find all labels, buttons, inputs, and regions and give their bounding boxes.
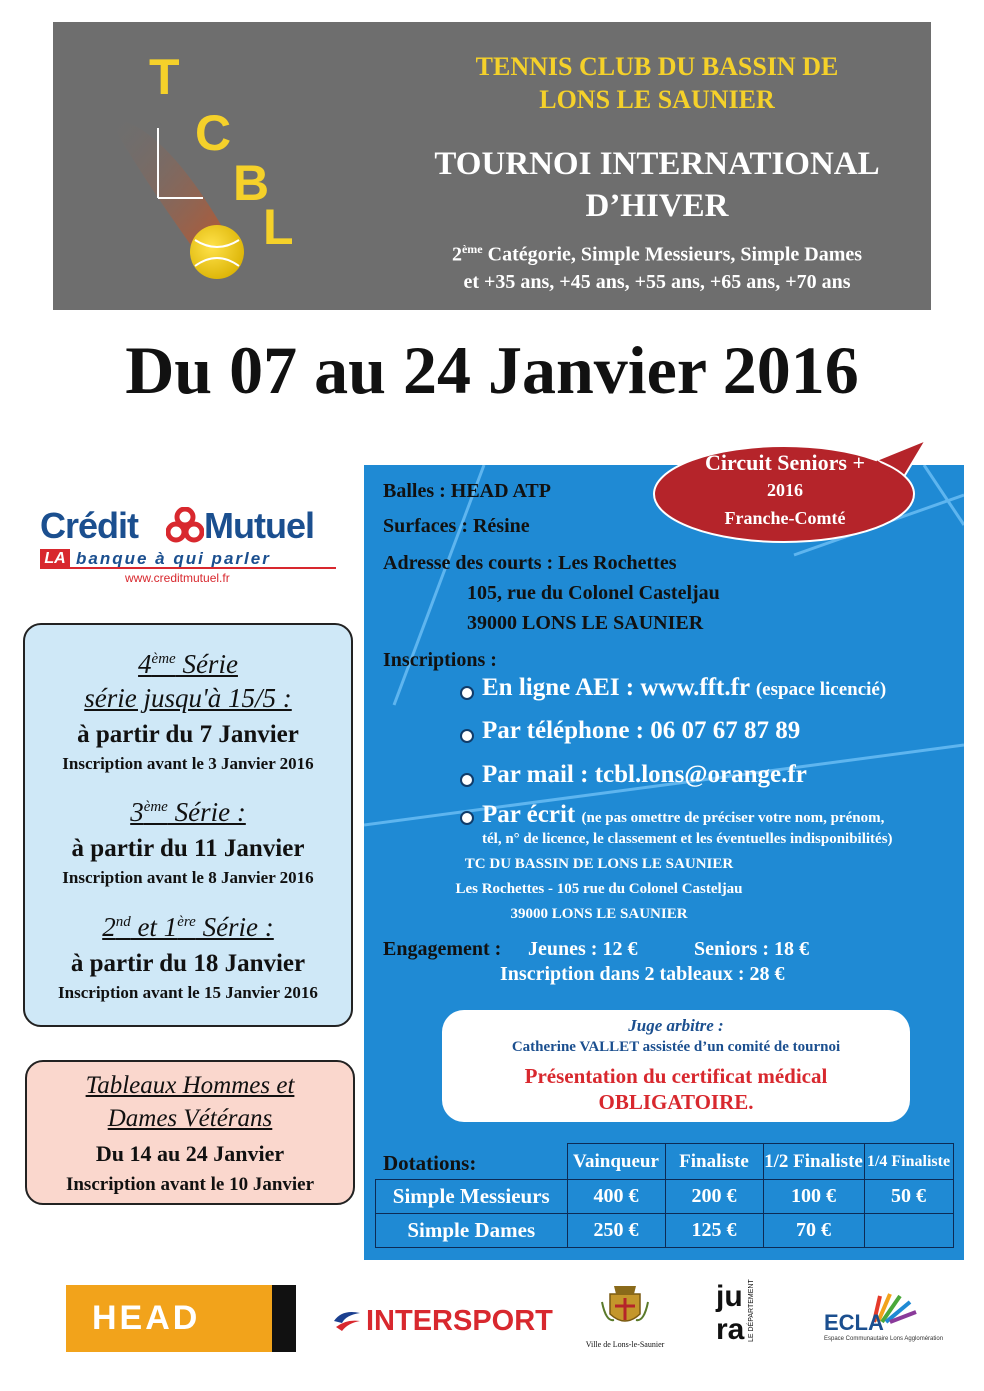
dot-cell: 250 €	[567, 1214, 665, 1248]
dot-row-name: Simple Dames	[376, 1214, 568, 1248]
ville-text: Ville de Lons-le-Saunier	[585, 1340, 665, 1349]
juge-name: Catherine VALLET assistée d’un comité de tournoi	[511, 1039, 841, 1055]
adresse-line2: 105, rue du Colonel Casteljau	[467, 582, 720, 604]
logo-letter-l: L	[263, 199, 294, 255]
ecla-text: ECLA	[824, 1310, 884, 1335]
table-row	[376, 1214, 954, 1248]
balles-row: Balles : HEAD ATP	[383, 480, 551, 502]
inscription-ecrit: Par écrit (ne pas omettre de préciser votre nom, prénom,	[482, 801, 885, 828]
juge-title: Juge arbitre :	[628, 1016, 724, 1035]
jura-subtext: LE DÉPARTEMENT	[748, 1279, 755, 1342]
intersport-text: INTERSPORT	[366, 1305, 553, 1337]
dot-cell: 100 €	[763, 1180, 864, 1214]
head-logo-text: HEAD	[92, 1299, 201, 1337]
bullet-icon	[460, 773, 474, 787]
veterans-box	[25, 1060, 355, 1205]
s3-title: 3ème Série :	[130, 797, 246, 827]
s2-start: à partir du 18 Janvier	[70, 950, 306, 977]
category-line1: 2ème Catégorie, Simple Messieurs, Simple Dames	[451, 242, 863, 266]
dot-cell	[864, 1214, 953, 1248]
engagement-jeunes: Jeunes : 12 €	[528, 938, 638, 960]
vet-dates: Du 14 au 24 Janvier	[95, 1141, 285, 1166]
credit-mutuel-name-right: Mutuel	[204, 505, 314, 546]
s2-title: 2nd et 1ère Série :	[102, 912, 274, 942]
s4-start: à partir du 7 Janvier	[77, 721, 299, 748]
inscription-ecrit-note2: tél, n° de licence, le classement et les éventuelles indisponibilités)	[482, 831, 893, 847]
dot-cell: 125 €	[665, 1214, 763, 1248]
inscription-online: En ligne AEI : www.fft.fr (espace licencié)	[482, 674, 887, 701]
surfaces-row: Surfaces : Résine	[383, 515, 530, 537]
dot-header-vainqueur: Vainqueur	[567, 1144, 665, 1180]
header-banner	[53, 22, 931, 310]
dot-header-finaliste: Finaliste	[665, 1144, 763, 1180]
certificate-line2: OBLIGATOIRE.	[598, 1090, 754, 1114]
logo-letter-c: C	[195, 105, 232, 161]
dot-row-name: Simple Messieurs	[376, 1180, 568, 1214]
dot-cell: 70 €	[763, 1214, 864, 1248]
vet-title-line1: Tableaux Hommes et	[85, 1072, 295, 1099]
bubble-line2: 2016	[767, 480, 803, 500]
s4-deadline: Inscription avant le 3 Janvier 2016	[62, 754, 314, 773]
engagement-seniors: Seniors : 18 €	[694, 938, 809, 960]
club-name-line1: TENNIS CLUB DU BASSIN DE	[475, 52, 839, 81]
head-logo	[66, 1285, 296, 1352]
tournament-dates-title: Du 07 au 24 Janvier 2016	[125, 332, 859, 408]
dot-header-half: 1/2 Finaliste	[763, 1144, 864, 1180]
ville-logo	[580, 1282, 670, 1354]
bubble-line3: Franche-Comté	[724, 508, 846, 528]
bullet-icon	[460, 729, 474, 743]
postal-line2: Les Rochettes - 105 rue du Colonel Casteljau	[455, 881, 743, 897]
credit-mutuel-logo	[40, 505, 340, 590]
credit-mutuel-name-left: Crédit	[40, 505, 139, 546]
bullet-icon	[460, 686, 474, 700]
dot-header-quarter: 1/4 Finaliste	[864, 1144, 953, 1180]
table-row	[376, 1180, 954, 1214]
vet-deadline: Inscription avant le 10 Janvier	[65, 1174, 315, 1195]
adresse-row: Adresse des courts : Les Rochettes	[383, 552, 677, 574]
tennis-ball-icon	[190, 225, 244, 279]
engagement-two-tables: Inscription dans 2 tableaux : 28 €	[500, 963, 785, 985]
s4-subtitle: série jusqu'à 15/5 :	[84, 683, 292, 713]
s3-deadline: Inscription avant le 8 Janvier 2016	[62, 868, 314, 887]
postal-line1: TC DU BASSIN DE LONS LE SAUNIER	[464, 856, 734, 872]
tournament-title-line1: TOURNOI INTERNATIONAL	[434, 146, 880, 182]
engagement-label: Engagement :	[383, 938, 502, 960]
jura-logo	[716, 1280, 772, 1352]
category-line2: et +35 ans, +45 ans, +55 ans, +65 ans, +70 ans	[463, 271, 851, 293]
vet-title-line2: Dames Vétérans	[107, 1105, 273, 1132]
juge-arbitre-box	[442, 1010, 910, 1122]
dotations-label: Dotations:	[383, 1151, 477, 1175]
dot-cell: 400 €	[567, 1180, 665, 1214]
s3-start: à partir du 11 Janvier	[71, 835, 305, 862]
tournament-title-line2: D’HIVER	[585, 188, 729, 224]
certificate-line1: Présentation du certificat médical	[524, 1064, 828, 1088]
credit-mutuel-tagline: banque à qui parler	[76, 549, 271, 568]
dot-cell: 50 €	[864, 1180, 953, 1214]
intersport-swoosh-icon	[332, 1309, 362, 1333]
bubble-line1: Circuit Seniors +	[704, 450, 865, 475]
credit-mutuel-symbol-icon	[166, 507, 204, 543]
bullet-icon	[460, 811, 474, 825]
inscriptions-label: Inscriptions :	[383, 649, 497, 671]
info-panel	[364, 465, 964, 1260]
adresse-line3: 39000 LONS LE SAUNIER	[467, 612, 704, 634]
jura-word: jura	[716, 1280, 745, 1346]
inscription-mail: Par mail : tcbl.lons@orange.fr	[482, 761, 807, 788]
s2-deadline: Inscription avant le 15 Janvier 2016	[58, 983, 318, 1002]
postal-line3: 39000 LONS LE SAUNIER	[510, 906, 688, 922]
club-name-line2: LONS LE SAUNIER	[539, 85, 775, 114]
s4-title: 4ème Série	[138, 649, 238, 679]
dot-cell: 200 €	[665, 1180, 763, 1214]
series-schedule-box	[23, 623, 353, 1027]
credit-mutuel-url: www.creditmutuel.fr	[125, 571, 230, 585]
credit-mutuel-la: LA	[40, 549, 70, 569]
logo-letter-t: T	[149, 49, 180, 105]
ecla-subtext: Espace Communautaire Lons Agglomération	[824, 1336, 944, 1342]
dotations-table	[375, 1143, 954, 1248]
logo-letter-b: B	[233, 155, 270, 211]
city-coat-of-arms-icon	[600, 1282, 650, 1332]
tcbl-logo	[53, 22, 383, 310]
ecla-logo	[824, 1290, 944, 1350]
inscription-phone: Par téléphone : 06 07 67 87 89	[482, 717, 801, 744]
